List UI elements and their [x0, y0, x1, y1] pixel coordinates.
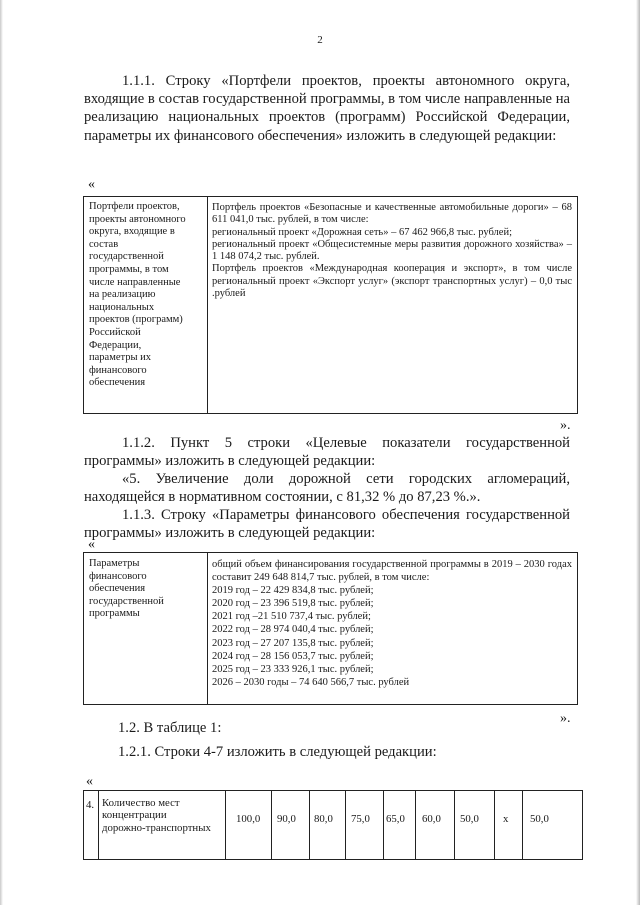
portfolio-2-text: Портфель проектов «Международная кооперация и экспорт», в том числе региональный проект «Экспорт услуг» (экспорт транспортных услуг) – 0,0 тыс .рублей	[212, 263, 572, 300]
item-5-text: «5. Увеличение доли дорожной сети городских агломераций, находящейся в нормативном состоянии, с 81,32 % до 87,23 %.».	[84, 471, 570, 506]
year-2020: 2020 год – 23 396 519,8 тыс. рублей;	[212, 598, 374, 610]
table-financing	[83, 552, 578, 705]
row-number: 4.	[86, 799, 95, 811]
year-2024: 2024 год – 28 156 053,7 тыс. рублей;	[212, 650, 374, 662]
table2-right-cell	[212, 558, 572, 689]
value-4: 75,0	[351, 813, 370, 825]
section-1-1-3: 1.1.3. Строку «Параметры финансового обеспечения государственной программы» изложить в следующей редакции:	[84, 507, 570, 542]
indicator-name: Количество мест концентрации дорожно-транспортных	[102, 797, 211, 834]
section-1-1-2: 1.1.2. Пункт 5 строки «Целевые показатели государственной программы» изложить в следующей редакции:	[84, 435, 570, 470]
year-2019: 2019 год – 22 429 834,8 тыс. рублей;	[212, 585, 374, 597]
value-2: 90,0	[277, 813, 296, 825]
section-1-1-1: 1.1.1. Строку «Портфели проектов, проекты автономного округа, входящие в состав государственной программы, в том числе направленные на реализацию национальных проектов (программ) Российской Федерации, параметры их финансового обеспечения» изложить в следующей редакции:	[84, 73, 570, 144]
value-7: 50,0	[460, 813, 479, 825]
table1-open-quote: «	[88, 177, 95, 192]
table3-open-quote: «	[86, 774, 93, 789]
year-2026-2030: 2026 – 2030 годы – 74 640 566,7 тыс. рублей	[212, 676, 410, 688]
value-3: 80,0	[314, 813, 333, 825]
table-indicators-row	[83, 790, 583, 860]
table1-left-cell: Портфели проектов, проекты автономного округа, входящие в состав государственной программы, в том числе направленные на реализацию национальных проектов (программ) Российской Федерации, параметры их финансового обеспечения	[89, 201, 186, 389]
regional-project-2-text: региональный проект «Общесистемные меры развития дорожного хозяйства» – 1 148 074,2 тыс. рублей.	[212, 238, 572, 263]
regional-project-1-text: региональный проект «Дорожная сеть» – 67 462 966,8 тыс. рублей;	[212, 226, 512, 238]
value-9: 50,0	[530, 813, 549, 825]
portfolio-1-text: Портфель проектов «Безопасные и качественные автомобильные дороги» – 68 611 041,0 тыс. рублей, в том числе:	[212, 202, 572, 226]
value-1: 100,0	[236, 813, 261, 825]
year-2022: 2022 год – 28 974 040,4 тыс. рублей;	[212, 624, 374, 636]
year-2025: 2025 год – 23 333 926,1 тыс. рублей;	[212, 663, 374, 675]
year-2023: 2023 год – 27 207 135,8 тыс. рублей;	[212, 637, 374, 649]
page-number: 2	[317, 34, 323, 46]
value-5: 65,0	[386, 813, 405, 825]
table2-close-quote: ».	[560, 711, 571, 726]
financing-total-text: общий объем финансирования государственной программы в 2019 – 2030 годах составит 249 648 814,7 тыс. рублей, в том числе:	[212, 559, 572, 584]
year-2021: 2021 год –21 510 737,4 тыс. рублей;	[212, 611, 371, 623]
value-8: x	[503, 813, 509, 825]
scan-right-edge	[636, 0, 640, 905]
section-1-2: 1.2. В таблице 1:	[118, 720, 222, 736]
table2-open-quote: «	[88, 537, 95, 552]
table1-close-quote: ».	[560, 418, 571, 433]
value-6: 60,0	[422, 813, 441, 825]
scan-left-edge	[0, 0, 3, 905]
table-portfolio	[83, 196, 578, 414]
table1-right-cell	[212, 202, 572, 300]
section-1-2-1: 1.2.1. Строки 4-7 изложить в следующей редакции:	[118, 744, 437, 760]
table2-left-cell: Параметры финансового обеспечения государственной программы	[89, 558, 164, 620]
